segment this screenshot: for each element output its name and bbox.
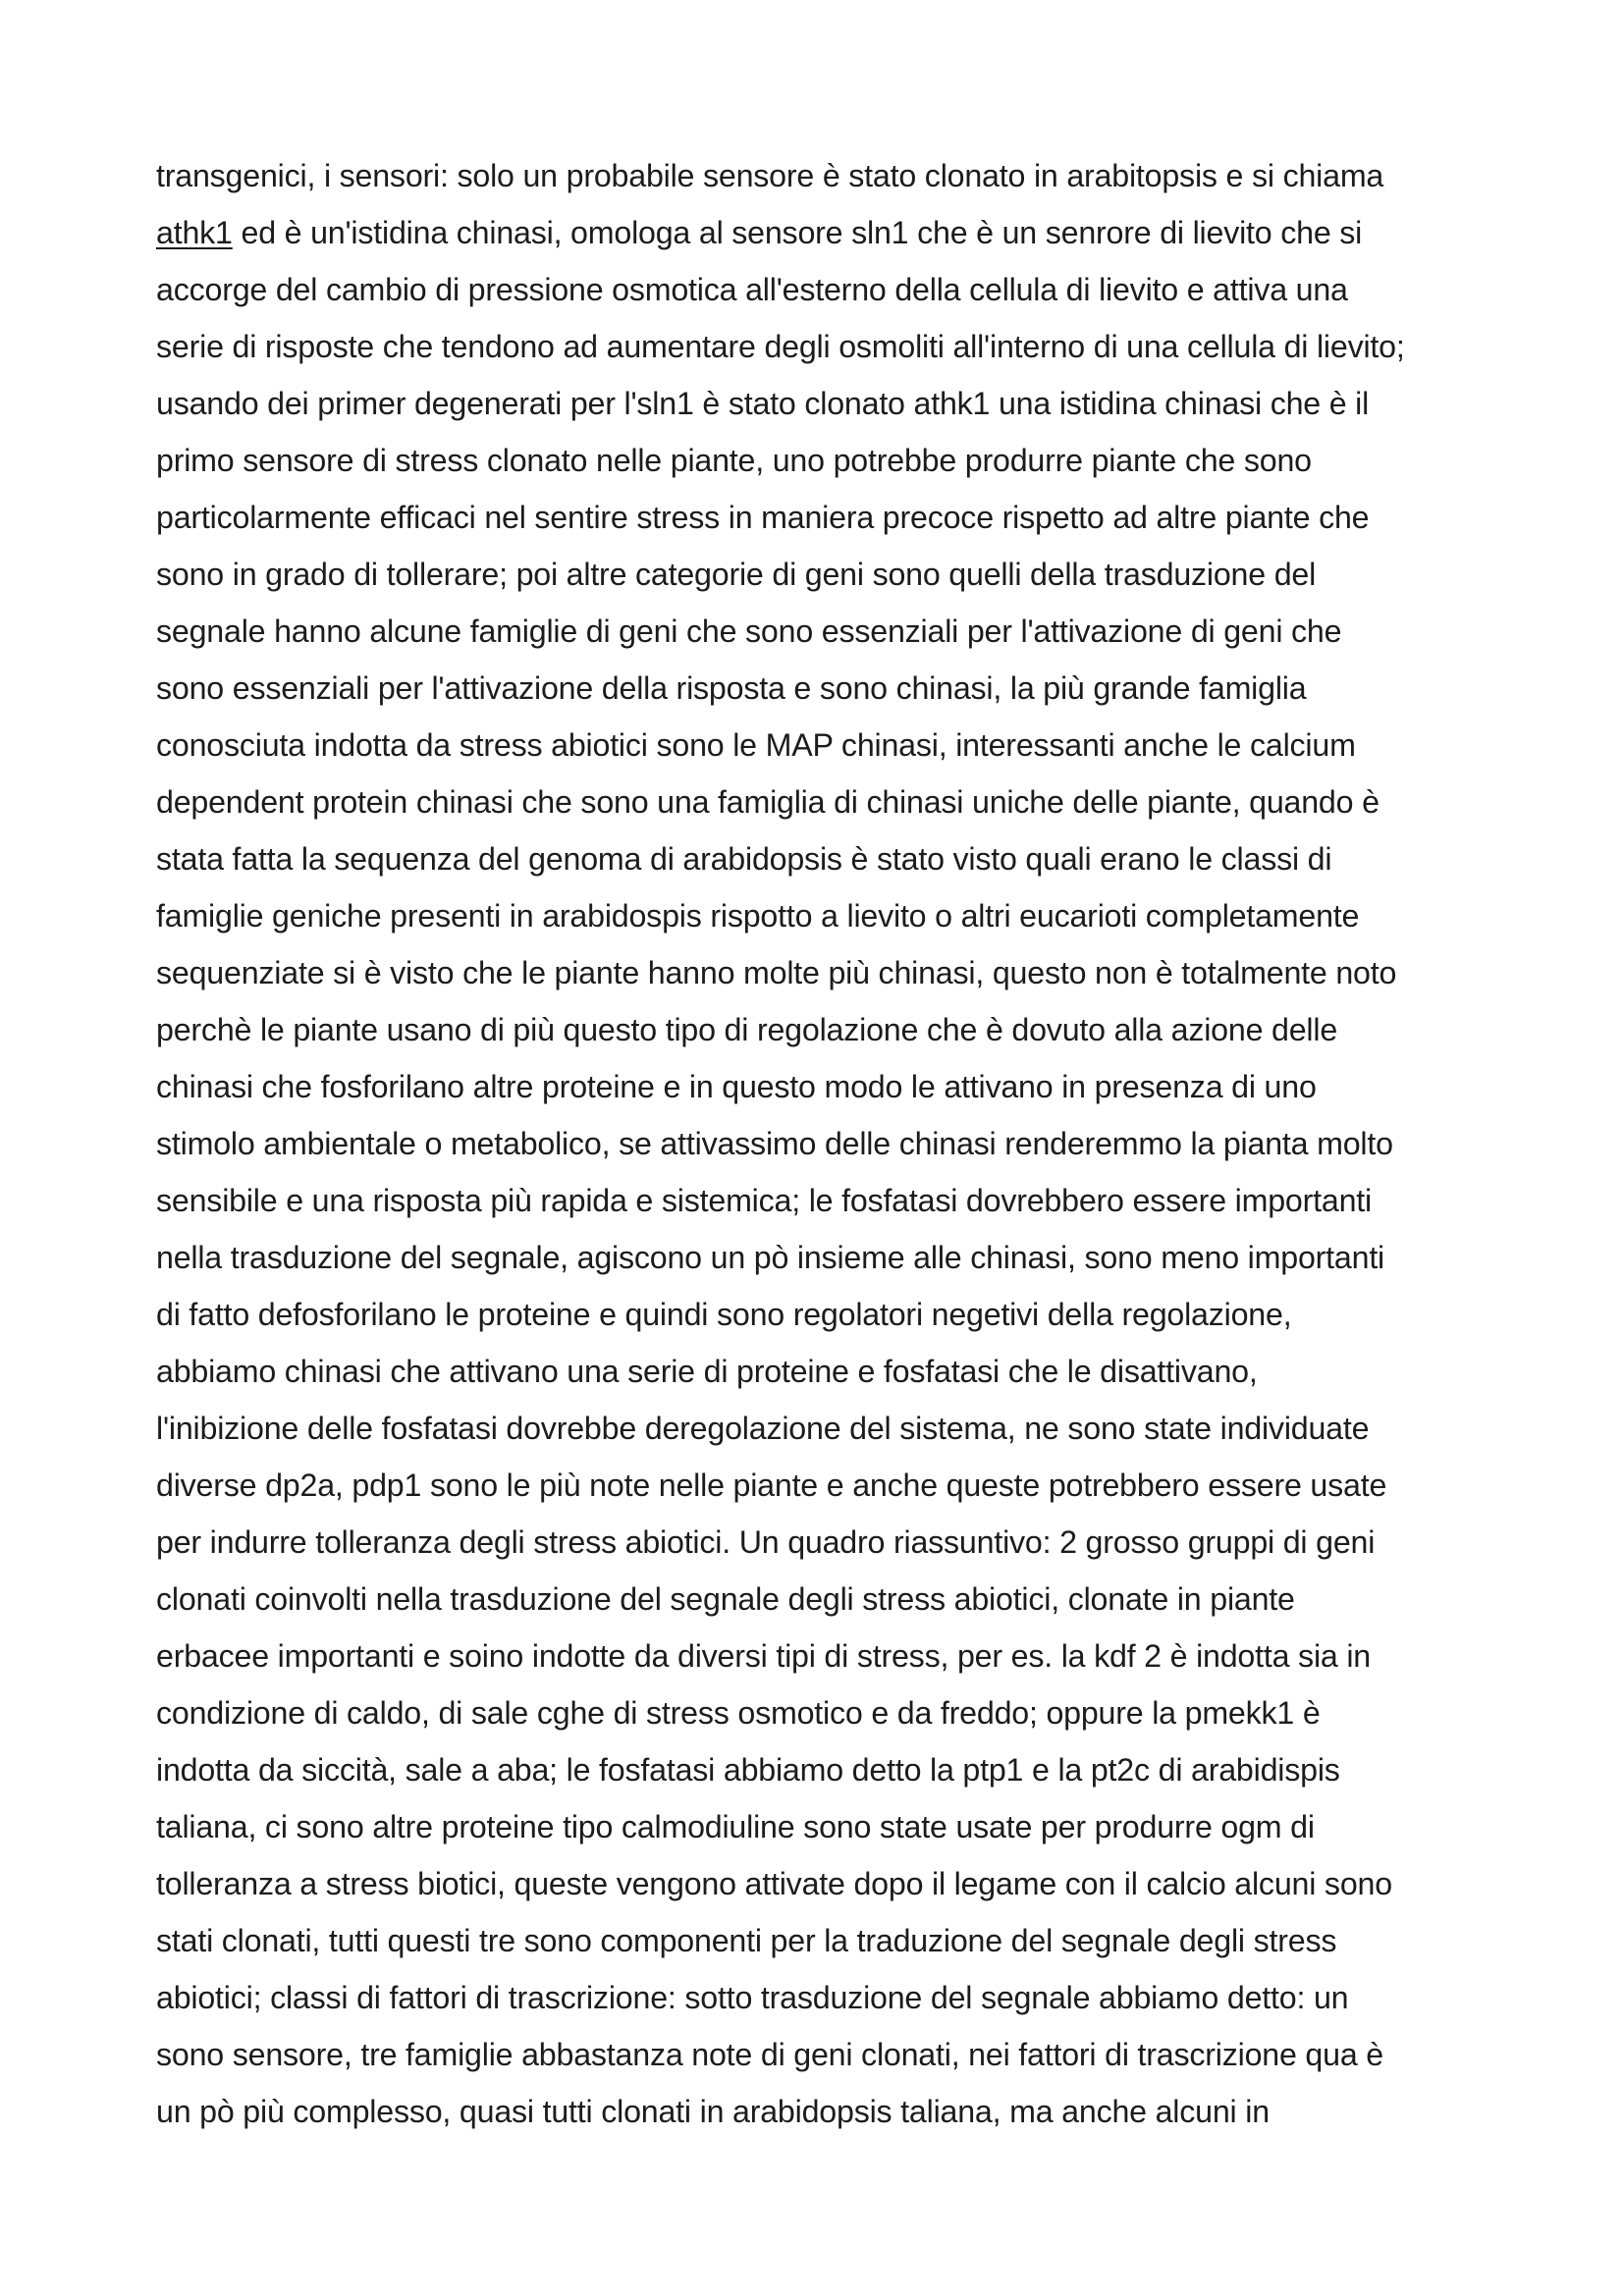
text-line: per indurre tolleranza degli stress abiotici. Un quadro riassuntivo: 2 grosso gruppi di geni [156, 1524, 1376, 1560]
underlined-term: athk1 [156, 215, 233, 250]
text-line: usando dei primer degenerati per l'sln1 è stato clonato athk1 una istidina chinasi che è il [156, 386, 1370, 421]
text-line: perchè le piante usano di più questo tipo di regolazione che è dovuto alla azione delle [156, 1012, 1338, 1047]
text-line: indotta da siccità, sale a aba; le fosfatasi abbiamo detto la ptp1 e la pt2c di arabidispis [156, 1752, 1340, 1788]
text-line: nella trasduzione del segnale, agiscono un pò insieme alle chinasi, sono meno importanti [156, 1240, 1385, 1275]
text-line: clonati coinvolti nella trasduzione del segnale degli stress abiotici, clonate in piante [156, 1581, 1295, 1617]
text-line: stimolo ambientale o metabolico, se attivassimo delle chinasi renderemmo la pianta molto [156, 1126, 1393, 1161]
text-line: segnale hanno alcune famiglie di geni che sono essenziali per l'attivazione di geni che [156, 614, 1342, 649]
text-line: accorge del cambio di pressione osmotica all'esterno della cellula di lievito e attiva una [156, 272, 1348, 307]
text-line: un pò più complesso, quasi tutti clonati in arabidopsis taliana, ma anche alcuni in [156, 2094, 1270, 2129]
text-line: abbiamo chinasi che attivano una serie di proteine e fosfatasi che le disattivano, [156, 1354, 1258, 1389]
text-line: condizione di caldo, di sale cghe di stress osmotico e da freddo; oppure la pmekk1 è [156, 1695, 1321, 1731]
text-line: stati clonati, tutti questi tre sono componenti per la traduzione del segnale degli stress [156, 1923, 1337, 1958]
text-line: sensibile e una risposta più rapida e sistemica; le fosfatasi dovrebbero essere importanti [156, 1183, 1372, 1218]
text-line: erbacee importanti e soino indotte da diversi tipi di stress, per es. la kdf 2 è indotta sia in [156, 1638, 1371, 1674]
text-line: dependent protein chinasi che sono una famiglia di chinasi uniche delle piante, quando è [156, 784, 1380, 820]
text-line: transgenici, i sensori: solo un probabile sensore è stato clonato in arabitopsis e si chiama [156, 158, 1384, 193]
text-line [156, 204, 1362, 261]
text-line: stata fatta la sequenza del genoma di arabidopsis è stato visto quali erano le classi di [156, 841, 1332, 877]
text-line: tolleranza a stress biotici, queste vengono attivate dopo il legame con il calcio alcuni sono [156, 1866, 1392, 1901]
text-line: l'inibizione delle fosfatasi dovrebbe deregolazione del sistema, ne sono state individuate [156, 1411, 1370, 1446]
text-line: chinasi che fosforilano altre proteine e in questo modo le attivano in presenza di uno [156, 1069, 1317, 1104]
text-line: sequenziate si è visto che le piante hanno molte più chinasi, questo non è totalmente noto [156, 955, 1397, 990]
text-line: abiotici; classi di fattori di trascrizione: sotto trasduzione del segnale abbiamo detto: un [156, 1980, 1349, 2015]
text-line: sono essenziali per l'attivazione della risposta e sono chinasi, la più grande famiglia [156, 670, 1307, 706]
text-line: primo sensore di stress clonato nelle piante, uno potrebbe produrre piante che sono [156, 443, 1312, 478]
text-line: diverse dp2a, pdp1 sono le più note nelle piante e anche queste potrebbero essere usate [156, 1468, 1387, 1503]
text-line: particolarmente efficaci nel sentire stress in maniera precoce rispetto ad altre piante che [156, 500, 1370, 535]
text-line: sono in grado di tollerare; poi altre categorie di geni sono quelli della trasduzione del [156, 557, 1317, 592]
text-line: serie di risposte che tendono ad aumentare degli osmoliti all'interno di una cellula di lievito; [156, 329, 1405, 364]
text-line: conosciuta indotta da stress abiotici sono le MAP chinasi, interessanti anche le calcium [156, 727, 1356, 763]
text-line: famiglie geniche presenti in arabidospis rispotto a lievito o altri eucarioti completamente [156, 898, 1360, 934]
text-line: di fatto defosforilano le proteine e quindi sono regolatori negetivi della regolazione, [156, 1297, 1292, 1332]
text-line: sono sensore, tre famiglie abbastanza note di geni clonati, nei fattori di trascrizione qua è [156, 2037, 1383, 2072]
text-line: taliana, ci sono altre proteine tipo calmodiuline sono state usate per produrre ogm di [156, 1809, 1315, 1844]
text-line-rest: ed è un'istidina chinasi, omologa al sensore sln1 che è un senrore di lievito che si [241, 215, 1363, 250]
